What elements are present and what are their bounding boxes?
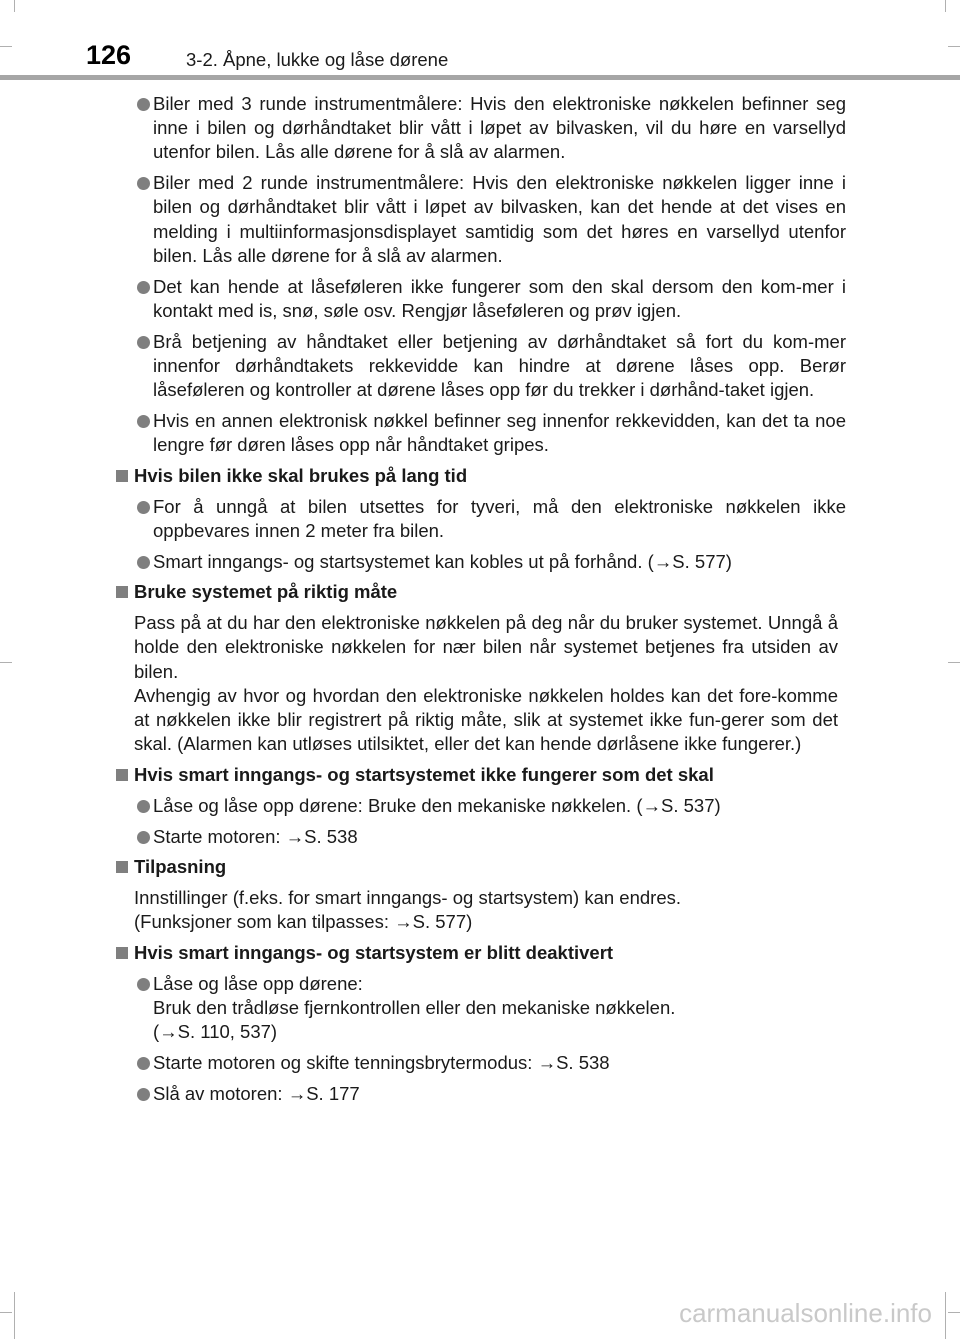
list-item [114, 1082, 846, 1106]
square-bullet-icon [116, 861, 128, 873]
section-heading [114, 464, 846, 488]
paragraph [114, 611, 846, 756]
watermark: carmanualsonline.info [679, 1298, 932, 1328]
list-item [114, 171, 846, 268]
crop-mark-bottom-left-h [0, 1312, 12, 1313]
bullet-text: Bruk den trådløse fjernkontrollen eller den mekaniske nøkkelen. [153, 997, 676, 1019]
paragraph-text: Innstillinger (f.eks. for smart inngangs- og startsystem) kan endres. [134, 887, 681, 909]
bullet-icon [137, 177, 150, 190]
list-item [114, 972, 846, 1045]
square-bullet-icon [116, 470, 128, 482]
list-item [114, 92, 846, 165]
section-heading-text: Tilpasning [134, 856, 227, 878]
crop-mark-left-mid [0, 46, 12, 47]
crop-mark-right-mid [948, 46, 960, 47]
bullet-text: Biler med 2 runde instrumentmålere: Hvis den elektroniske nøkkelen ligger inne i bilen og dørhåndtaket blir vått i løpet av bilvasken, kan det hende at det vises en melding i multiinformasjonsdisplayet samtidig som det høres en varsellyd utenfor bilen. Lås alle dørene for å slå av alarmen. [153, 172, 846, 266]
bullet-icon [137, 831, 150, 844]
list-item [114, 409, 846, 457]
list-item [114, 1051, 846, 1075]
page-number: 126 [86, 40, 132, 70]
square-bullet-icon [116, 947, 128, 959]
bullet-text: Låse og låse opp dørene: Bruke den mekaniske nøkkelen. (→S. 537) [153, 794, 721, 816]
chapter-title: 3-2. Åpne, lukke og låse dørene [186, 49, 449, 70]
paragraph-text: Avhengig av hvor og hvordan den elektroniske nøkkelen holdes kan det fore-komme at nøkkelen ikke blir registrert på riktig måte, slik at systemet ikke fun-gerer som det skal. (Alarmen kan utløses utilsiktet, eller det kan hende dørlåsene ikke fungerer.) [134, 684, 838, 755]
square-bullet-icon [116, 586, 128, 598]
bullet-text: Slå av motoren: →S. 177 [153, 1083, 360, 1104]
list-item [114, 825, 846, 849]
section-heading-text: Bruke systemet på riktig måte [134, 581, 398, 603]
bullet-text: Biler med 3 runde instrumentmålere: Hvis den elektroniske nøkkelen befinner seg inne i bilen og dørhåndtaket blir vått i løpet av bilvasken, vil du høre en varsellyd utenfor bilen. Lås alle dørene for å slå av alarmen. [153, 93, 846, 163]
crop-mark-left-center [0, 662, 12, 663]
bullet-icon [137, 1057, 150, 1070]
section-heading [114, 580, 846, 604]
section-heading [114, 941, 846, 965]
section-heading-text: Hvis smart inngangs- og startsystem er blitt deaktivert [134, 942, 614, 964]
bullet-text-block [153, 972, 846, 1045]
crop-mark-top-right [945, 0, 946, 12]
list-item [114, 550, 846, 574]
list-item [114, 495, 846, 543]
crop-mark-bottom-right-v [945, 1292, 946, 1339]
header-rule [0, 75, 960, 80]
bullet-text: Det kan hende at låseføleren ikke fungerer som den skal dersom den kom-mer i kontakt med is, snø, søle osv. Rengjør låseføleren og prøv igjen. [153, 275, 846, 321]
bullet-icon [137, 556, 150, 569]
list-item [114, 275, 846, 323]
bullet-text: Starte motoren: →S. 538 [153, 825, 358, 847]
bullet-text: Smart inngangs- og startsystemet kan kobles ut på forhånd. (→S. 577) [153, 550, 732, 572]
section-heading-text: Hvis smart inngangs- og startsystemet ikke fungerer som det skal [134, 764, 714, 786]
bullet-text: Hvis en annen elektronisk nøkkel befinner seg innenfor rekkevidden, kan det ta noe lengre før døren låses opp når håndtaket gripes. [153, 409, 846, 456]
bullet-text: Låse og låse opp dørene: [153, 973, 363, 994]
section-heading [114, 763, 846, 787]
bullet-text: (→S. 110, 537) [153, 1021, 278, 1043]
list-item [114, 330, 846, 403]
section-heading [114, 855, 846, 879]
crop-mark-bottom-right-h [948, 1312, 960, 1313]
bullet-icon [137, 978, 150, 991]
section-heading-text: Hvis bilen ikke skal brukes på lang tid [134, 464, 468, 486]
paragraph-text: Pass på at du har den elektroniske nøkkelen på deg når du bruker systemet. Unngå å holde den elektroniske nøkkelen for nær bilen når systemet betjenes fra utsiden av bilen. [134, 612, 838, 682]
list-item [114, 794, 846, 818]
page-content [114, 92, 846, 1113]
square-bullet-icon [116, 769, 128, 781]
crop-mark-top-left [14, 0, 15, 12]
bullet-icon [137, 800, 150, 813]
page-header [0, 0, 960, 80]
bullet-icon [137, 98, 150, 111]
crop-mark-bottom-left-v [14, 1292, 15, 1339]
bullet-icon [137, 281, 150, 294]
bullet-icon [137, 415, 150, 428]
bullet-icon [137, 501, 150, 514]
crop-mark-right-center [948, 662, 960, 663]
paragraph-text: (Funksjoner som kan tilpasses: →S. 577) [134, 911, 473, 933]
bullet-icon [137, 336, 150, 349]
bullet-icon [137, 1088, 150, 1101]
bullet-text: Brå betjening av håndtaket eller betjening av dørhåndtaket så fort du kom-mer innenfor dørhåndtakets rekkevidde kan hindre at dørene låses opp. Berør låseføleren og kontroller at dørene låses opp før du trekker i dørhånd-taket igjen. [153, 330, 846, 401]
bullet-text: Starte motoren og skifte tenningsbrytermodus: →S. 538 [153, 1052, 610, 1074]
paragraph [114, 886, 846, 934]
bullet-text: For å unngå at bilen utsettes for tyveri, må den elektroniske nøkkelen ikke oppbevares innen 2 meter fra bilen. [153, 495, 846, 541]
